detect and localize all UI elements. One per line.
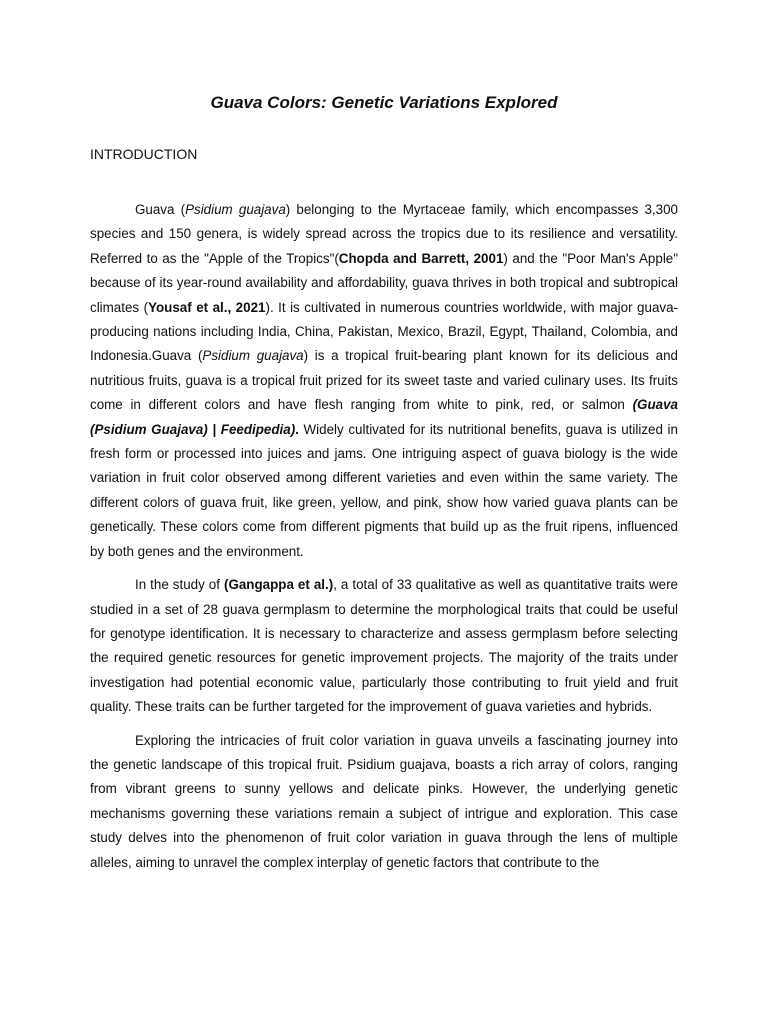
paragraph-3 bbox=[90, 729, 678, 875]
text-run: (Gangappa et al.) bbox=[223, 577, 334, 593]
text-run: (Guava (Psidium Guajava) | Feedipedia) bbox=[90, 397, 678, 437]
text-run: ) is a tropical fruit-bearing plant known for its delicious and nutritious fruits, guava is a tropical fruit prized for its sweet taste and varied culinary uses. Its fruits come in different colors and have flesh ranging from white to pink, red, or salmon bbox=[90, 348, 678, 413]
text-run: Exploring the intricacies of fruit color variation in guava unveils a fascinating journey into the genetic landscape of this tropical fruit. Psidium guajava, boasts a rich array of colors, ranging from vibrant greens to sunny yellows and delicate pinks. However, the underlying genetic mechanisms governing these variations remain a subject of intrigue and exploration. This case study delves into the phenomenon of fruit color variation in guava through the lens of multiple alleles, aiming to unravel the complex interplay of genetic factors that contribute to the bbox=[90, 732, 678, 870]
text-run: Widely cultivated for its nutritional benefits, guava is utilized in fresh form or processed into juices and jams. One intriguing aspect of guava biology is the wide variation in fruit color observed among different varieties and even within the same variety. The different colors of guava fruit, like green, yellow, and pink, show how varied guava plants can be genetically. These colors come from different pigments that build up as the fruit ripens, influenced by both genes and the environment. bbox=[90, 421, 678, 559]
document-title: Guava Colors: Genetic Variations Explored bbox=[210, 93, 558, 112]
text-run: In the study of bbox=[135, 577, 224, 593]
text-run: Guava ( bbox=[135, 202, 186, 217]
text-run: Psidium guajava bbox=[185, 202, 286, 217]
text-run: Yousaf et al., 2021 bbox=[148, 299, 266, 315]
text-run: Chopda and Barrett, 2001 bbox=[338, 250, 504, 266]
text-run: ). It is cultivated in numerous countries worldwide, with major guava-producing nations including India, China, Pakistan, Mexico, Brazil, Egypt, Thailand, Colombia, and Indonesia.Guava ( bbox=[90, 299, 678, 364]
text-run: Psidium guajava bbox=[202, 348, 304, 364]
section-heading: INTRODUCTION bbox=[90, 146, 198, 162]
text-run: ) and the "Poor Man's Apple" because of its year-round availability and affordability, guava thrives in both tropical and subtropical climates ( bbox=[90, 250, 678, 315]
text-run: , a total of 33 qualitative as well as quantitative traits were studied in a set of 28 guava germplasm to determine the morphological traits that could be useful for genotype identification. It is necessary to characterize and assess germplasm before selecting the required genetic resources for genetic improvement projects. The majority of the traits under investigation had potential economic value, particularly those contributing to fruit yield and fruit quality. These traits can be further targeted for the improvement of guava varieties and hybrids. bbox=[90, 577, 678, 715]
text-run: ) belonging to the Myrtaceae family, which encompasses 3,300 species and 150 genera, is widely spread across the tropics due to its resilience and versatility. Referred to as the "Apple of the Tropics"( bbox=[90, 202, 678, 266]
paragraph-1 bbox=[90, 198, 678, 564]
text-run: . bbox=[295, 421, 299, 437]
paragraph-2 bbox=[90, 573, 678, 719]
